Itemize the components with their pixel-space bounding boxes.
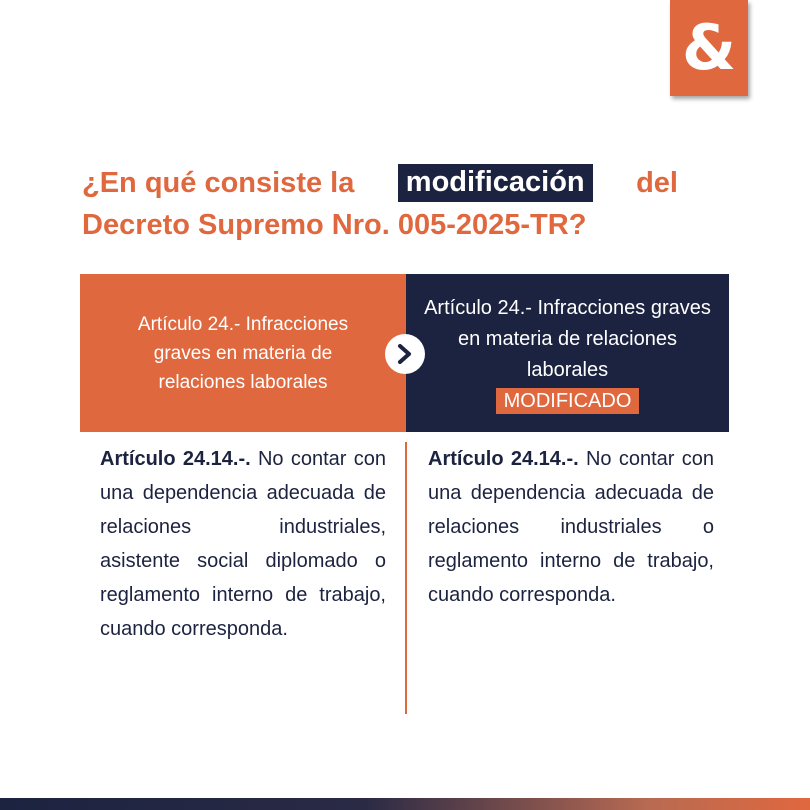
modified-article-text — [428, 442, 714, 612]
title-highlight: modificación — [398, 164, 593, 202]
page-title — [82, 162, 678, 246]
title-line-2: Decreto Supremo Nro. 005-2025-TR? — [82, 209, 587, 241]
chevron-right-glyph — [396, 343, 414, 365]
modified-article-label: Artículo 24.14.-. — [428, 448, 579, 470]
original-article-title: Artículo 24.- Infracciones graves en materia de relaciones laborales — [137, 313, 349, 393]
modified-article-body: No contar con una dependencia adecuada de relaciones industriales o reglamento interno de trabajo, cuando corresponda. — [428, 448, 714, 606]
title-after: del — [636, 167, 678, 199]
modified-badge: MODIFICADO — [496, 388, 640, 414]
bottom-gradient-bar — [0, 798, 810, 810]
title-before: ¿En qué consiste la — [82, 167, 355, 199]
title-line-1 — [82, 162, 678, 204]
modified-article-panel — [406, 274, 729, 432]
column-divider — [405, 442, 407, 714]
original-article-label: Artículo 24.14.-. — [100, 448, 251, 470]
original-article-text — [100, 442, 386, 646]
modified-article-title: Artículo 24.- Infracciones graves en materia de relaciones laborales — [424, 296, 711, 381]
original-article-panel — [80, 274, 406, 432]
original-article-body: No contar con una dependencia adecuada de relaciones industriales, asistente social diplomado o reglamento interno de trabajo, cuando corresponda. — [100, 448, 386, 640]
ampersand-logo — [670, 0, 748, 96]
logo-symbol: & — [681, 11, 737, 84]
chevron-right-icon — [385, 334, 425, 374]
